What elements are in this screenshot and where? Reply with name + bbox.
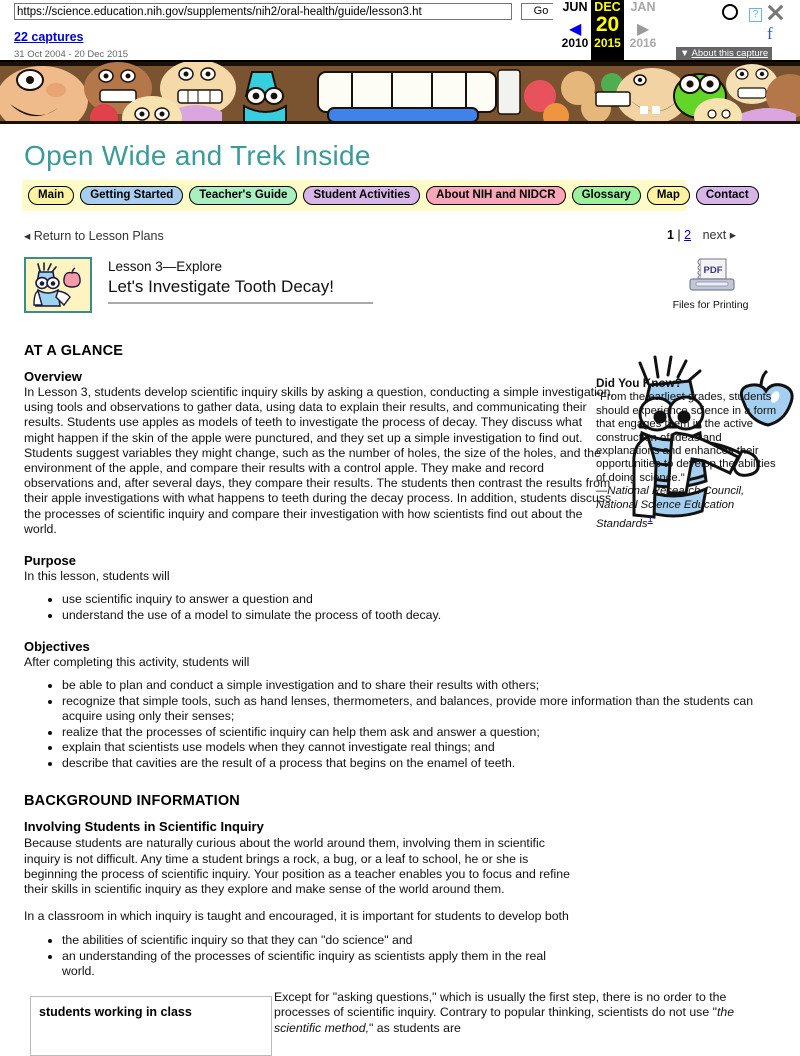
list-item: • realize that the processes of scientific inquiry can help them ask and answer a question;	[62, 725, 764, 741]
next-year-label: 2016	[629, 36, 657, 50]
next-label: next	[702, 228, 727, 242]
list-item: • explain that scientists use models when they cannot investigate real things; and	[62, 740, 764, 756]
list-item: • be able to plan and conduct a simple investigation and to share their results with others;	[62, 678, 764, 694]
prev-year-label: 2010	[561, 36, 589, 50]
site-banner-image	[0, 62, 800, 124]
page-number-current: 1	[666, 228, 674, 242]
prev-capture-arrow-icon[interactable]: ◀	[569, 21, 582, 38]
next-month-label: JAN	[630, 0, 656, 14]
lesson-title-block	[108, 259, 373, 304]
heading-background-information: BACKGROUND INFORMATION	[24, 793, 240, 810]
wayback-right-panel	[680, 0, 800, 60]
return-and-pager-bar	[0, 227, 800, 249]
did-you-know-heading: Did You Know?	[596, 376, 683, 390]
captures-link[interactable]: 22 captures	[14, 30, 84, 44]
capture-date-range: 31 Oct 2004 - 20 Dec 2015	[14, 49, 129, 60]
prev-month-label: JUN	[562, 0, 588, 14]
back-arrow-icon: ◂	[24, 229, 31, 243]
next-page-link[interactable]	[703, 228, 736, 242]
files-for-printing-link[interactable]	[663, 257, 758, 311]
heading-at-a-glance: AT A GLANCE	[24, 343, 124, 359]
bottom-text-part-2: " as students are	[369, 1020, 461, 1035]
help-icon[interactable]: ?	[749, 8, 762, 22]
page-title: Open Wide and Trek Inside	[24, 140, 371, 171]
nav-item-teachers-guide[interactable]: Teacher's Guide	[189, 186, 297, 205]
did-you-know-callout	[596, 377, 782, 531]
list-item: • use scientific inquiry to answer a question and	[62, 592, 776, 608]
banner-artwork	[0, 62, 800, 124]
close-icon[interactable]	[766, 3, 785, 22]
list-item: • describe that cavities are the result of a process that begins on the enamel of teeth.	[62, 756, 764, 772]
pagination	[667, 227, 736, 242]
nav-item-main[interactable]: Main	[28, 186, 74, 205]
lesson-eyebrow: Lesson 3—Explore	[108, 259, 223, 274]
bottom-text-italic: the scientific method,	[274, 1005, 735, 1035]
current-day-label: 20	[595, 13, 620, 36]
heading-objectives: Objectives	[24, 639, 90, 655]
about-caret-icon: ▼	[680, 48, 690, 59]
page-number-2-link[interactable]: 2	[684, 228, 692, 242]
lesson-heading: Let's Investigate Tooth Decay!	[108, 277, 373, 304]
current-year-label: 2015	[594, 36, 621, 50]
wayback-toolbar	[0, 0, 800, 62]
list-item: • the abilities of scientific inquiry so that they can "do science" and	[62, 933, 580, 949]
bottom-text-part-1: Except for "asking questions," which is usually the first step, there is no order to the processes of scientific inquiry. Contrary to popular thinking, scientists do not use "	[274, 989, 727, 1020]
wayback-left-panel	[0, 0, 553, 60]
pdf-label: Files for Printing	[672, 299, 749, 311]
lesson-thumbnail	[24, 257, 92, 313]
svg-text:PDF: PDF	[703, 265, 722, 276]
did-you-know-quote: "From the earliest grades, students should experience science in a form that engages them in the active construction of ideas and explanations and enhances their opportunities to develop the abilities of doing science."	[596, 391, 777, 484]
go-button[interactable]: Go	[521, 3, 561, 20]
nav-item-getting-started[interactable]: Getting Started	[80, 186, 183, 205]
nav-item-contact[interactable]: Contact	[696, 186, 759, 205]
nav-item-about-nih-and-nidcr[interactable]: About NIH and NIDCR	[426, 186, 565, 205]
loading-circle-icon	[722, 4, 738, 20]
footnote-link[interactable]: 1	[647, 513, 653, 525]
url-input[interactable]	[14, 3, 512, 20]
objectives-list	[24, 678, 764, 771]
wayback-url-row	[14, 3, 549, 21]
did-you-know-source: —National Research Council, National Science Education Standards	[596, 485, 745, 530]
facebook-icon[interactable]: f	[767, 24, 773, 43]
bottom-content-row	[0, 990, 800, 1036]
current-month-label: DEC	[594, 0, 621, 14]
return-to-lesson-plans-link[interactable]	[24, 229, 164, 243]
purpose-list	[24, 592, 776, 623]
involving-paragraph-1: Because students are naturally curious about the world around them, involving them in scientific inquiry is not difficult. Any time a student brings a rock, a bug, or a leaf to school, he or she is beginning the process of scientific inquiry. Your position as a teacher enables you to focus and refine their skills in scientific inquiry as they explore and make sense of the world around them.	[24, 836, 570, 897]
list-item: • an understanding of the processes of scientific inquiry as scientists apply them in the real world.	[62, 949, 580, 980]
image-alt-text: students working in class	[39, 1004, 192, 1019]
heading-involving-students: Involving Students in Scientific Inquiry	[24, 819, 264, 835]
next-arrow-icon: ▸	[729, 228, 736, 242]
lesson-content	[0, 319, 800, 980]
about-this-capture-button[interactable]	[676, 47, 772, 60]
nav-item-student-activities[interactable]: Student Activities	[303, 186, 420, 205]
involving-paragraph-2: In a classroom in which inquiry is taught and encouraged, it is important for students to develop both	[24, 909, 569, 924]
heading-overview: Overview	[24, 369, 82, 384]
nav-item-glossary[interactable]: Glossary	[572, 186, 641, 205]
page-root	[0, 124, 800, 1036]
list-item: • recognize that simple tools, such as hand lenses, thermometers, and balances, provide more information than the students can acquire using only their senses;	[62, 694, 764, 725]
calendar-current-column	[591, 0, 624, 60]
return-label: Return to Lesson Plans	[33, 229, 164, 243]
objectives-lead: After completing this activity, students will	[24, 655, 250, 670]
bottom-paragraph	[274, 990, 776, 1036]
next-capture-arrow-icon[interactable]: ▶	[637, 21, 650, 38]
purpose-lead: In this lesson, students will	[24, 569, 170, 584]
mascot-thumb-icon	[26, 259, 90, 311]
calendar-next-column[interactable]	[625, 0, 661, 60]
lesson-header	[0, 257, 800, 319]
overview-paragraph: In Lesson 3, students develop scientific inquiry skills by asking a question, conducting a simple investigation, using tools and observations to gather data, using data to explain their results, and communicating their results. Students use apples as models of teeth to investigate the process of decay. They discuss what might happen if the skin of the apple were punctured, and they set up a simple investigation to find out. Students suggest variables they might change, such as the number of holes, the size of the holes, and the environment of the apple, and compare their results with a control apple. They make and record observations and, after several days, they compare their results. The students then contrast the results from their apple investigations with what happens to teeth during the decay process. In addition, students discuss the processes of scientific inquiry and compare their investigation with how scientists find out about the world.	[24, 385, 614, 536]
about-label: About this capture	[691, 48, 769, 59]
pdf-printer-icon	[682, 257, 740, 297]
main-navigation	[22, 180, 749, 211]
heading-purpose: Purpose	[24, 553, 77, 569]
page-divider: |	[677, 228, 681, 242]
involving-list	[24, 933, 580, 980]
list-item: • understand the use of a model to simulate the process of tooth decay.	[62, 608, 776, 624]
broken-image-students-working-in-class	[30, 996, 272, 1056]
nav-item-map[interactable]: Map	[647, 186, 690, 205]
